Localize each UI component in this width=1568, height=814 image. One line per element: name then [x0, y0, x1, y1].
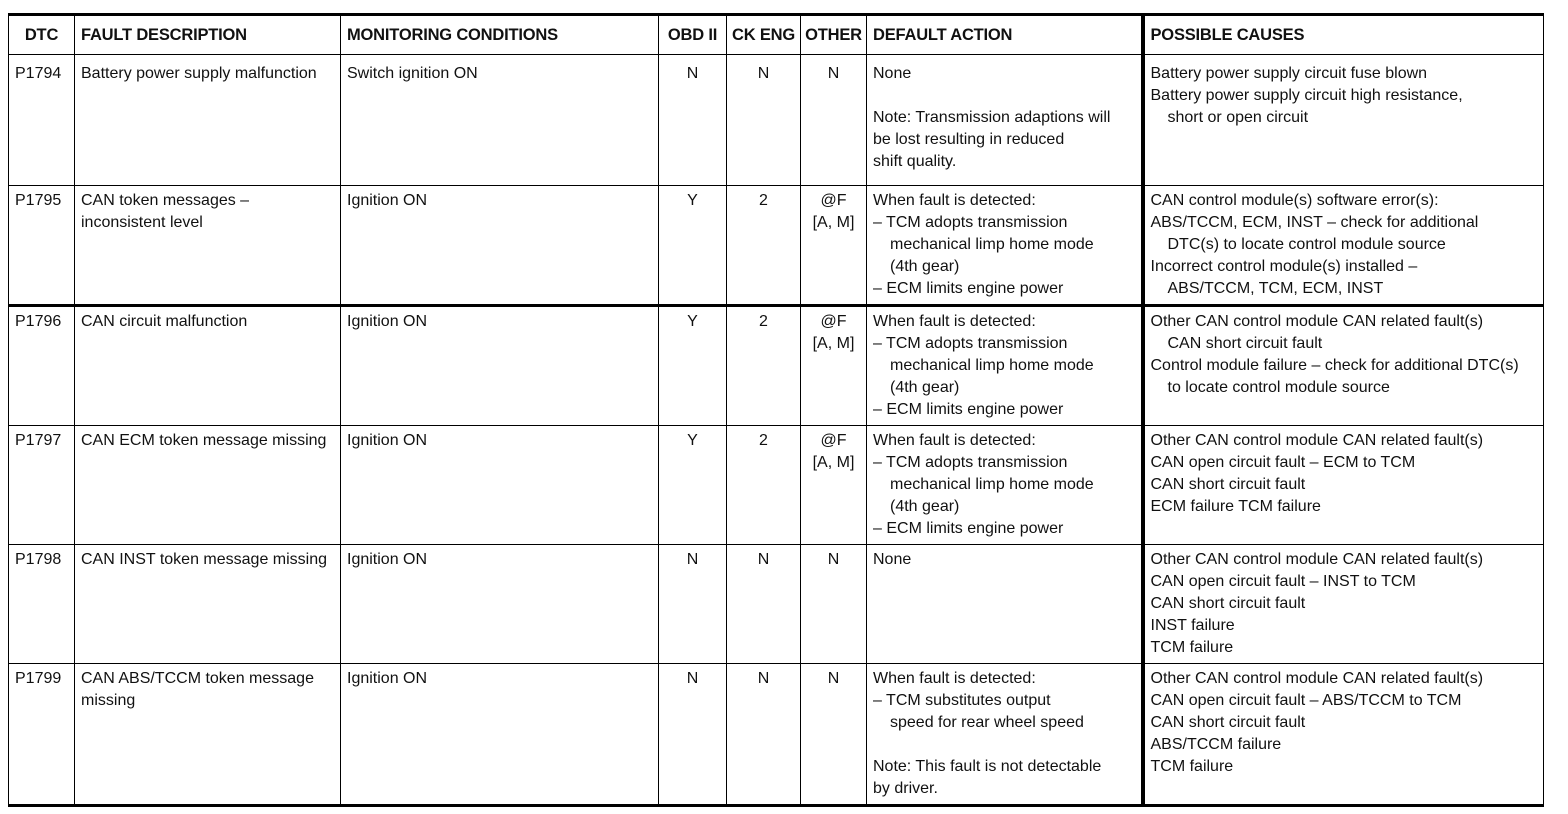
default-action-line: None	[873, 551, 912, 568]
default-action	[867, 55, 1143, 186]
possible-causes-line: DTC(s) to locate control module source	[1167, 236, 1446, 253]
default-action	[867, 664, 1143, 806]
other-value	[801, 426, 867, 545]
default-action-line: be lost resulting in reduced	[873, 131, 1065, 148]
fault-description-line: Battery power supply malfunction	[81, 65, 317, 82]
possible-causes-line: Other CAN control module CAN related fault(s)	[1150, 670, 1484, 687]
possible-causes-line: CAN control module(s) software error(s):	[1150, 192, 1439, 209]
header-dtc: DTC	[9, 15, 75, 55]
possible-causes-line: CAN short circuit fault	[1150, 476, 1306, 493]
fault-description-line: CAN INST token message missing	[81, 551, 328, 568]
possible-causes-line: ABS/TCCM, ECM, INST – check for additional	[1150, 214, 1479, 231]
default-action	[867, 306, 1143, 426]
possible-causes	[1143, 186, 1544, 306]
default-action-line: None	[873, 65, 912, 82]
possible-causes-line: CAN open circuit fault – INST to TCM	[1150, 573, 1416, 590]
possible-causes	[1143, 664, 1544, 806]
default-action-line: – TCM substitutes output	[873, 692, 1051, 709]
default-action-line: – TCM adopts transmission	[873, 335, 1068, 352]
default-action-line: Note: Transmission adaptions will	[873, 109, 1111, 126]
default-action	[867, 426, 1143, 545]
header-monitoring-conditions: MONITORING CONDITIONS	[341, 15, 659, 55]
default-action-line: (4th gear)	[890, 258, 960, 275]
other-value	[801, 664, 867, 806]
possible-causes-line: Other CAN control module CAN related fault(s)	[1150, 551, 1484, 568]
possible-causes-line: CAN open circuit fault – ABS/TCCM to TCM	[1150, 692, 1462, 709]
possible-causes-line: TCM failure	[1150, 639, 1234, 656]
possible-causes-line: Battery power supply circuit fuse blown	[1150, 65, 1428, 82]
obd-ii-value: N	[659, 55, 727, 186]
monitoring-conditions: Switch ignition ON	[341, 55, 659, 186]
default-action-line: Note: This fault is not detectable	[873, 758, 1102, 775]
default-action-line: (4th gear)	[890, 379, 960, 396]
default-action-line: mechanical limp home mode	[890, 476, 1094, 493]
possible-causes-line: CAN short circuit fault	[1150, 595, 1306, 612]
other-value	[801, 186, 867, 306]
fault-description	[75, 545, 341, 664]
possible-causes-line: CAN open circuit fault – ECM to TCM	[1150, 454, 1416, 471]
fault-description	[75, 426, 341, 545]
possible-causes	[1143, 306, 1544, 426]
default-action-line: – ECM limits engine power	[873, 520, 1064, 537]
default-action-line: by driver.	[873, 780, 938, 797]
default-action-line: speed for rear wheel speed	[890, 714, 1084, 731]
header-fault-description: FAULT DESCRIPTION	[75, 15, 341, 55]
possible-causes-line: Control module failure – check for additional DTC(s)	[1150, 357, 1519, 374]
other-value-line: @F	[820, 432, 847, 449]
other-value-line: N	[827, 65, 840, 82]
default-action	[867, 186, 1143, 306]
obd-ii-value: Y	[659, 186, 727, 306]
ck-eng-value: N	[727, 664, 801, 806]
monitoring-conditions: Ignition ON	[341, 306, 659, 426]
fault-description-line: CAN ABS/TCCM token message	[81, 670, 314, 687]
dtc-code: P1794	[9, 55, 75, 186]
other-value	[801, 55, 867, 186]
monitoring-conditions: Ignition ON	[341, 186, 659, 306]
header-default-action: DEFAULT ACTION	[867, 15, 1143, 55]
spacer-line	[873, 85, 1135, 107]
possible-causes-line: short or open circuit	[1167, 109, 1309, 126]
ck-eng-value: N	[727, 545, 801, 664]
default-action-line: – TCM adopts transmission	[873, 454, 1068, 471]
fault-description-line: CAN circuit malfunction	[81, 313, 248, 330]
header-row	[9, 15, 1544, 55]
dtc-code: P1798	[9, 545, 75, 664]
other-value-line: [A, M]	[812, 214, 855, 231]
default-action-line: mechanical limp home mode	[890, 236, 1094, 253]
possible-causes-line: ABS/TCCM, TCM, ECM, INST	[1167, 280, 1384, 297]
dtc-code: P1796	[9, 306, 75, 426]
default-action-line: (4th gear)	[890, 498, 960, 515]
possible-causes	[1143, 426, 1544, 545]
other-value-line: @F	[820, 313, 847, 330]
possible-causes-line: Other CAN control module CAN related fault(s)	[1150, 432, 1484, 449]
other-value-line: [A, M]	[812, 454, 855, 471]
possible-causes-line: ECM failure TCM failure	[1150, 498, 1321, 515]
fault-description-line: inconsistent level	[81, 214, 203, 231]
default-action-line: – TCM adopts transmission	[873, 214, 1068, 231]
default-action-line: – ECM limits engine power	[873, 280, 1064, 297]
ck-eng-value: N	[727, 55, 801, 186]
header-possible-causes: POSSIBLE CAUSES	[1143, 15, 1544, 55]
table-row	[9, 55, 1544, 186]
possible-causes-line: CAN short circuit fault	[1167, 335, 1323, 352]
other-value	[801, 306, 867, 426]
default-action-line: shift quality.	[873, 153, 957, 170]
fault-description-line: CAN token messages –	[81, 192, 250, 209]
possible-causes-line: Incorrect control module(s) installed –	[1150, 258, 1418, 275]
obd-ii-value: Y	[659, 426, 727, 545]
possible-causes-line: INST failure	[1150, 617, 1235, 634]
fault-description	[75, 186, 341, 306]
possible-causes-line: ABS/TCCM failure	[1150, 736, 1282, 753]
fault-description	[75, 664, 341, 806]
header-other: OTHER	[801, 15, 867, 55]
monitoring-conditions: Ignition ON	[341, 664, 659, 806]
default-action-line: – ECM limits engine power	[873, 401, 1064, 418]
other-value	[801, 545, 867, 664]
default-action-line: When fault is detected:	[873, 313, 1036, 330]
default-action-line: When fault is detected:	[873, 192, 1036, 209]
obd-ii-value: N	[659, 545, 727, 664]
possible-causes-line: Battery power supply circuit high resistance,	[1150, 87, 1463, 104]
other-value-line: [A, M]	[812, 335, 855, 352]
possible-causes-line: Other CAN control module CAN related fault(s)	[1150, 313, 1484, 330]
default-action-line: mechanical limp home mode	[890, 357, 1094, 374]
other-value-line: N	[827, 551, 840, 568]
table-row	[9, 306, 1544, 426]
dtc-table	[8, 13, 1544, 807]
obd-ii-value: Y	[659, 306, 727, 426]
table-row	[9, 664, 1544, 806]
possible-causes	[1143, 55, 1544, 186]
fault-description-line: missing	[81, 692, 136, 709]
ck-eng-value: 2	[727, 306, 801, 426]
fault-description	[75, 306, 341, 426]
default-action	[867, 545, 1143, 664]
dtc-code: P1795	[9, 186, 75, 306]
dtc-code: P1799	[9, 664, 75, 806]
other-value-line: N	[827, 670, 840, 687]
table-row	[9, 545, 1544, 664]
monitoring-conditions: Ignition ON	[341, 426, 659, 545]
header-ck-eng: CK ENG	[727, 15, 801, 55]
monitoring-conditions: Ignition ON	[341, 545, 659, 664]
ck-eng-value: 2	[727, 186, 801, 306]
header-obd-ii: OBD II	[659, 15, 727, 55]
other-value-line: @F	[820, 192, 847, 209]
possible-causes	[1143, 545, 1544, 664]
possible-causes-line: CAN short circuit fault	[1150, 714, 1306, 731]
table-row	[9, 426, 1544, 545]
fault-description-line: CAN ECM token message missing	[81, 432, 327, 449]
obd-ii-value: N	[659, 664, 727, 806]
fault-description	[75, 55, 341, 186]
spacer-line	[873, 734, 1135, 756]
ck-eng-value: 2	[727, 426, 801, 545]
table-row	[9, 186, 1544, 306]
possible-causes-line: to locate control module source	[1167, 379, 1390, 396]
dtc-code: P1797	[9, 426, 75, 545]
default-action-line: When fault is detected:	[873, 670, 1036, 687]
possible-causes-line: TCM failure	[1150, 758, 1234, 775]
default-action-line: When fault is detected:	[873, 432, 1036, 449]
